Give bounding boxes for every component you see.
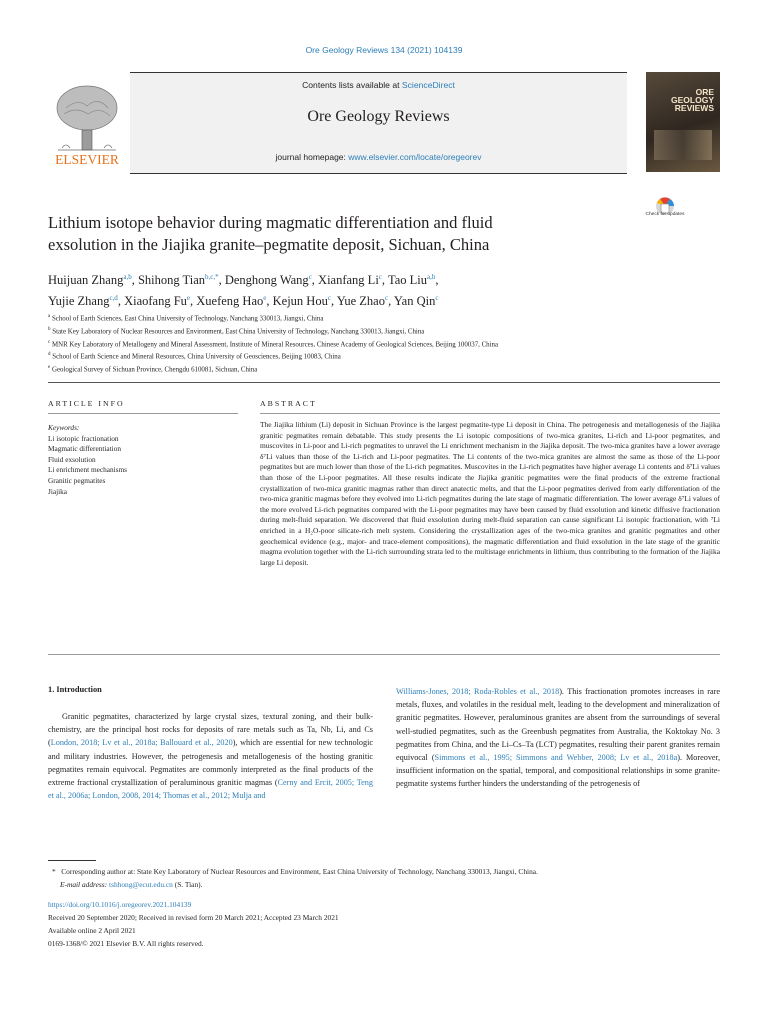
elsevier-wordmark: ELSEVIER [55,152,119,167]
email-suffix: (S. Tian). [172,880,203,889]
affiliation-sup: b [48,326,51,332]
available-online-date: Available online 2 April 2021 [48,926,136,935]
citation-link[interactable]: Cerny and Ercit, 2005; Teng et al., 2006a; London, 2008, 2014; Thomas et al., 2012; Mulja and [48,778,373,801]
author-name[interactable]: Yue Zhao [336,294,385,309]
journal-title: Ore Geology Reviews [307,108,450,125]
author-name[interactable]: Tao Liu [387,273,427,288]
author-name[interactable]: Yan Qin [393,294,436,309]
email-note [60,879,720,891]
body-column-right [396,685,720,791]
sciencedirect-link[interactable]: ScienceDirect [401,80,455,90]
authors-line-2: Yujie Zhang$^{c,d}$, Xiaofang Fu$^e$, Xuefeng Hao$^e$, Kejun Hou$^c$, Yue Zhao$^c$, Yan Qin$^c$ [48,294,439,309]
author-name[interactable]: Xuefeng Hao [196,294,264,309]
author-affil-sup[interactable]: c [327,294,331,303]
article-info-heading: ARTICLE INFO [48,399,125,408]
email-link[interactable]: tshhong@ecut.edu.cn [109,880,173,889]
author-affil-sup[interactable]: a,b [123,273,132,281]
section-heading: 1. Introduction [48,685,102,694]
affiliation-sup: e [48,365,51,371]
corresponding-author-text: Corresponding author at: State Key Laboratory of Nuclear Resources and Environment, East China University of Technology, Nanchang 330013, Jiangxi, China. [61,867,538,876]
footnote-star: * [52,867,56,876]
abstract-divider [260,413,720,414]
affiliations [48,312,728,376]
contents-prefix: Contents lists available at [302,80,402,90]
cover-title-line: GEOLOGY [671,95,714,105]
cover-title [671,88,714,112]
corresponding-author-note [52,866,732,878]
keyword: Li isotopic fractionation [48,433,119,443]
author-name[interactable]: Yujie Zhang [48,294,110,309]
citation-link[interactable]: Simmons et al., 1995; Simmons and Webber, 2008; Lv et al., 2018a [434,753,678,763]
body-column-left [48,710,373,802]
article-title [48,212,608,256]
author-name[interactable]: Xianfang Li [318,273,379,288]
homepage-line [130,152,627,162]
keyword: Li enrichment mechanisms [48,465,128,475]
affiliation-sup: a [48,314,51,319]
citation-link[interactable]: London, 2018; Lv et al., 2018a; Ballouard et al., 2020 [50,738,233,748]
doi-link[interactable]: https://doi.org/10.1016/j.oregeorev.2021.104139 [48,900,192,909]
author-name[interactable]: Xiaofang Fu [124,294,187,309]
contents-line [130,80,627,90]
affiliation-sup: c [48,339,51,345]
footnote-divider [48,860,96,861]
keywords-label: Keywords: [48,423,80,432]
author-affil-sup[interactable]: e [263,294,267,303]
author-affil-sup[interactable]: c [384,294,389,303]
affiliation-text: MNR Key Laboratory of Metallogeny and Mineral Assessment, Institute of Mineral Resources, Chinese Academy of Geological Sciences, Beijing 100037, China [51,340,499,348]
cover-title-line: REVIEWS [674,103,714,113]
citation-link[interactable]: Williams-Jones, 2018; Roda-Robles et al., 2018 [396,687,560,696]
homepage-link[interactable]: www.elsevier.com/locate/oregeorev [348,152,482,162]
author-name[interactable]: Huijuan Zhang [48,273,124,288]
keyword: Granitic pegmatites [48,475,106,485]
title-line-1: Lithium isotope behavior during magmatic differentiation and fluid [48,213,493,232]
affiliation [48,363,728,376]
author-affil-sup[interactable]: b,c,* [205,273,219,281]
keywords-block [48,423,238,497]
author-affil-sup[interactable]: c [435,294,439,303]
affiliation-sup: d [48,352,51,358]
journal-reference[interactable]: Ore Geology Reviews 134 (2021) 104139 [305,45,463,55]
keyword: Jiajika [48,486,68,496]
article-info-divider [48,413,238,414]
check-for-updates-label[interactable]: Check for updates [645,212,685,217]
author-name[interactable]: Kejun Hou [272,294,328,309]
affiliation-text: State Key Laboratory of Nuclear Resources and Environment, East China University of Technology, Nanchang 330013, Jiangxi, China [52,328,425,336]
keyword: Magmatic differentiation [48,444,122,454]
abstract-bottom-divider [48,654,720,655]
keyword: Fluid exsolution [48,454,96,464]
affiliation-text: School of Earth Science and Mineral Resources, China University of Geosciences, Beijing 10083, China [52,353,341,361]
section-divider [48,382,720,383]
author-affil-sup[interactable]: c [308,273,312,281]
affiliation [48,350,728,363]
author-name[interactable]: Denghong Wang [224,273,309,288]
author-affil-sup[interactable]: a,b [426,273,436,281]
abstract-heading: ABSTRACT [260,399,317,408]
author-affil-sup[interactable]: c [378,273,382,281]
authors-line-1: Huijuan Zhang$^{a,b}$, Shihong Tian$^{b,c,*}$, Denghong Wang$^c$, Xianfang Li$^c$, Tao Liu$^{a,b}$, [48,273,439,288]
cover-image-strip [654,130,712,160]
author-affil-sup[interactable]: e [186,294,191,303]
journal-cover-thumbnail[interactable] [646,72,720,172]
affiliation-text: Geological Survey of Sichuan Province, Chengdu 610081, Sichuan, China [51,366,258,374]
received-dates: Received 20 September 2020; Received in revised form 20 March 2021; Accepted 23 March 2021 [48,913,339,922]
author-list [48,268,688,310]
body-text: Granitic pegmatites, characterized by large crystal sizes, textural zoning, and their bulk-chemistry, are the principal host rocks for deposits of rare metals such as Ta, Nb, Li, and Cs ( [48,712,373,748]
affiliation [48,325,728,338]
abstract-text: The Jiajika lithium (Li) deposit in Sichuan Province is the largest pegmatite-type Li deposit in China. The petrogenesis and metallogenesis of the Jiajika granitic pegmatites remain debatable. This study presents the Li isotopic compositions of two-mica granites, Li-rich and Li-poor pegmatites, and muscovites in Li-poor and Li-rich pegmatites to unravel the Li enrichment mechanism in the Jiajika deposit. The two-mica granites have a lower average δ⁷Li values than those of the Li-rich and Li-poor pegmatites. The Li contents of the two-mica granites are almost the same as those of the Li-poor pegmatites but are much lower than those of the Li-rich pegmatites. Muscovites in the Li-rich pegmatites have higher average Li contents and δ⁷Li values than those of the Li-poor pegmatites. All these results indicate the Jiajika granitic pegmatites were the final products of the extreme fractional crystallization of two-mica granitic magmas rather than direct anatectic melts, and that the Li-poor pegmatites derived from early differentiation of the two-mica granitic magmas before they evolved into Li-rich pegmatites during the late stage of magmatic differentiation. The lower average δ⁷Li values of the more evolved Li-rich pegmatites compared with the Li-poor pegmatites may have been caused by fluid exsolution and kinetic diffusive fractionation during melt-fluid separation. We discovered that fluid exsolution during melt-fluid separation can cause significant Li isotopic fractionation, with ⁷Li enriched in a H₂O-poor silicate-rich melt system. Considering the crystallization ages of the two-mica granites and granitic pegmatites and other geochemical evidence (e.g., major- and trace-element compositions), the magmatic differentiation and fluid exsolution in the late stage of the granitic magma evolution together with the Li-rich surrounding strata led to the multistage enrichments in lithium, thus contributing to the formation of the Jiajika large Li deposit. [260,420,720,567]
issn-copyright: 0169-1368/© 2021 Elsevier B.V. All rights reserved. [48,939,204,948]
homepage-prefix: journal homepage: [275,152,349,162]
title-line-2: exsolution in the Jiajika granite–pegmatite deposit, Sichuan, China [48,235,490,254]
author-name[interactable]: Shihong Tian [137,273,205,288]
affiliation [48,312,728,325]
cover-title-line: ORE [695,87,714,97]
elsevier-tree-logo [48,78,126,168]
author-affil-sup[interactable]: c,d [109,294,118,303]
body-text: ). Moreover, insufficient information on the spatial, temporal, and compositional relationships in some granite-pegmatite systems further hinders the understanding of the petrogenesis of [396,753,720,789]
email-label: E-mail address: [60,880,108,889]
body-text: ). This fractionation promotes increases in rare metals, fluxes, and volatiles in the residual melt, leading to the development and mineralization of granitic pegmatites. However, peraluminous granites are absent from the surroundings of several well-studied pegmatites, such as the Greenbush pegmatites from Australia, the Koktokay No. 3 pegmatites from China, and the Li–Cs–Ta (LCT) pegmatites, resulting their parent granites remain equivocal ( [396,687,721,763]
affiliation-text: School of Earth Sciences, East China University of Technology, Nanchang 330013, Jiangxi, China [51,315,324,323]
body-text: ), which are essential for new technologic and military industries. However, the petrogenesis and metallogenesis of the hosting granitic pegmatites remain equivocal. Pegmatites are commonly interpreted as the final products of the extreme fractional crystallization of peraluminous granitic magmas ( [48,738,374,788]
affiliation [48,338,728,351]
